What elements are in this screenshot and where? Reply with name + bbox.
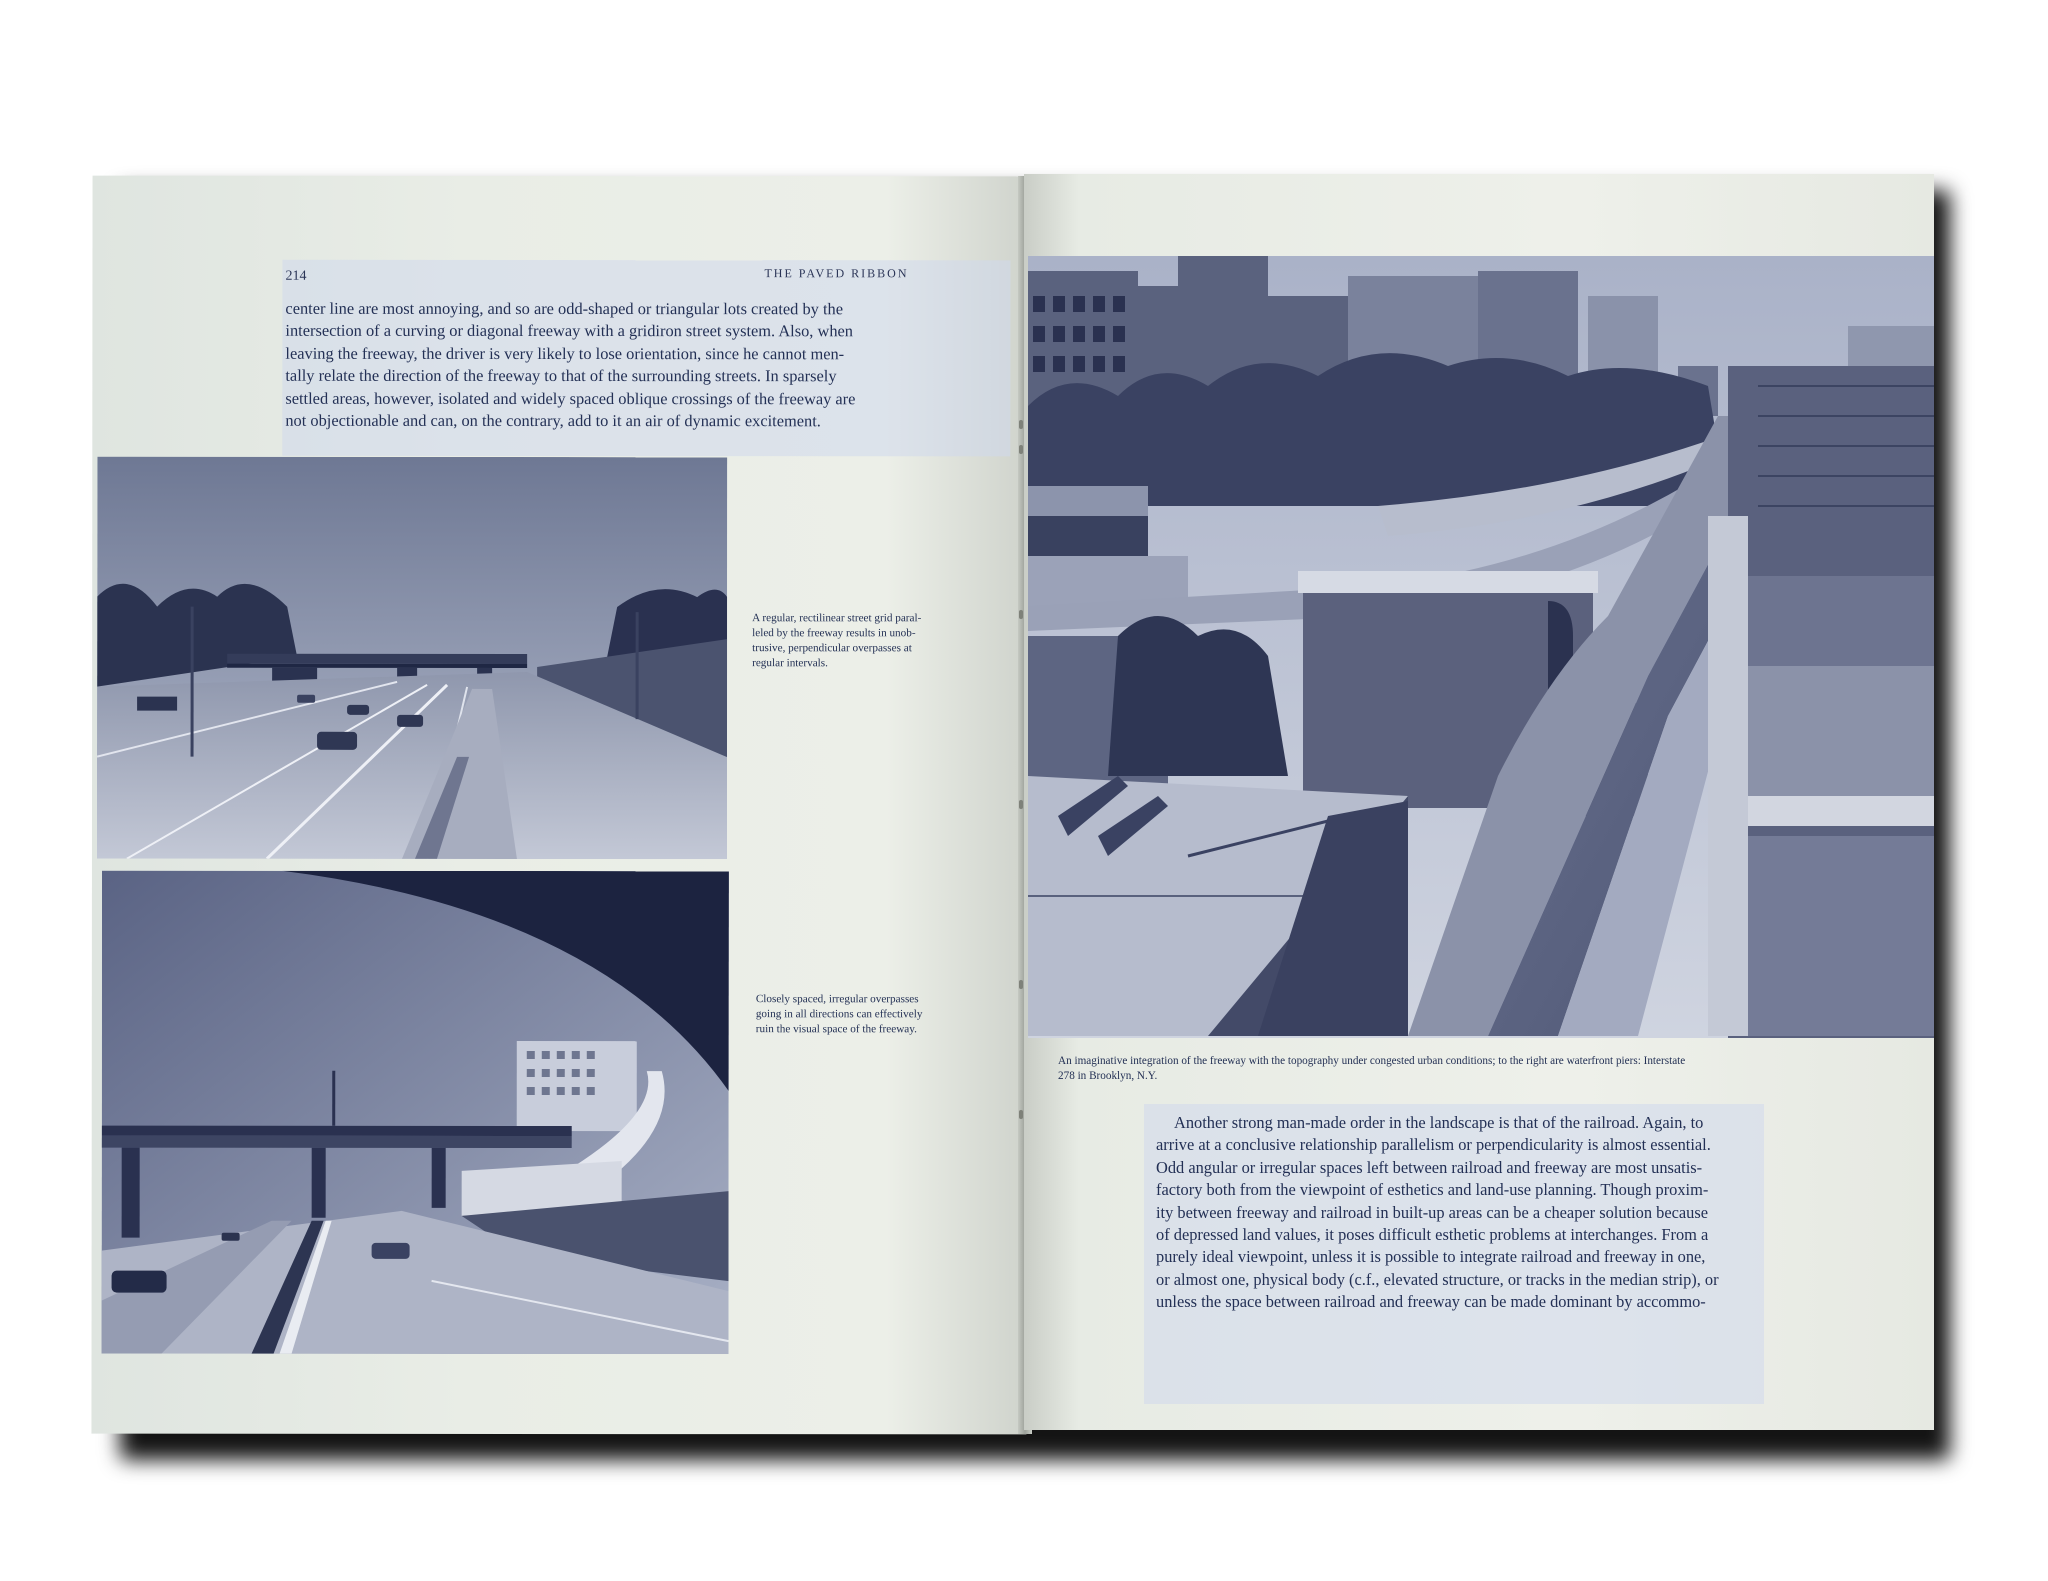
photo-brooklyn-freeway (1028, 256, 1934, 1038)
text-line: of depressed land values, it poses difficult esthetic problems at interchanges. From a (1156, 1225, 1709, 1245)
binding-stitch (1019, 800, 1023, 809)
caption-line: ruin the visual space of the freeway. (755, 1023, 917, 1036)
binding-stitch (1019, 445, 1023, 454)
running-head: THE PAVED RIBBON (764, 266, 909, 281)
right-body-text (1156, 1112, 1746, 1314)
left-page (91, 176, 1027, 1435)
text-line: purely ideal viewpoint, unless it is possible to integrate railroad and freeway in one, (1156, 1247, 1706, 1267)
text-line: leaving the freeway, the driver is very likely to lose orientation, since he cannot men- (285, 343, 845, 364)
photo-irregular-overpasses (102, 871, 729, 1355)
caption-grid-overpasses (752, 611, 921, 671)
binding-stitch (1019, 980, 1023, 989)
caption-line: regular intervals. (752, 657, 828, 670)
text-line: or almost one, physical body (c.f., elevated structure, or tracks in the median strip), or (1156, 1269, 1719, 1289)
binding-stitch (1019, 420, 1023, 429)
caption-line: going in all directions can effectively (755, 1008, 923, 1021)
binding-stitch (1019, 1110, 1023, 1119)
text-line: Another strong man-made order in the landscape is that of the railroad. Again, to (1174, 1113, 1704, 1132)
text-line: factory both from the viewpoint of esthetics and land-use planning. Though proxim- (1156, 1180, 1709, 1200)
binding-stitch (1019, 610, 1023, 619)
text-line: intersection of a curving or diagonal freeway with a gridiron street system. Also, when (285, 321, 854, 341)
text-line: arrive at a conclusive relationship parallelism or perpendicularity is almost essential. (1156, 1135, 1711, 1155)
caption-line: A regular, rectilinear street grid paral- (752, 612, 922, 625)
caption-line: 278 in Brooklyn, N.Y. (1058, 1070, 1158, 1082)
caption-line: Closely spaced, irregular overpasses (755, 993, 919, 1006)
text-line: Odd angular or irregular spaces left between railroad and freeway are most unsatis- (1156, 1157, 1703, 1177)
caption-line: trusive, perpendicular overpasses at (752, 642, 912, 655)
text-line: not objectionable and can, on the contrary, add to it an air of dynamic excitement. (285, 410, 821, 431)
text-line: center line are most annoying, and so are odd-shaped or triangular lots created by the (285, 298, 843, 319)
caption-line: An imaginative integration of the freeway with the topography under congested urban conditions; to the right are waterfront piers: Interstate (1058, 1055, 1686, 1067)
right-page (1024, 174, 1934, 1430)
photo-freeway-overpasses (97, 457, 727, 860)
caption-brooklyn-freeway (1058, 1054, 1908, 1084)
left-body-text (285, 298, 1005, 433)
text-line: ity between freeway and railroad in built-up areas can be a cheaper solution because (1156, 1202, 1709, 1222)
page-number: 214 (285, 268, 307, 284)
text-line: tally relate the direction of the freeway to that of the surrounding streets. In sparsely (285, 365, 837, 386)
caption-line: leled by the freeway results in unob- (752, 627, 916, 640)
text-line: unless the space between railroad and freeway can be made dominant by accommo- (1156, 1292, 1706, 1312)
text-line: settled areas, however, isolated and widely spaced oblique crossings of the freeway are (285, 388, 856, 408)
caption-irregular-overpasses (756, 992, 923, 1037)
